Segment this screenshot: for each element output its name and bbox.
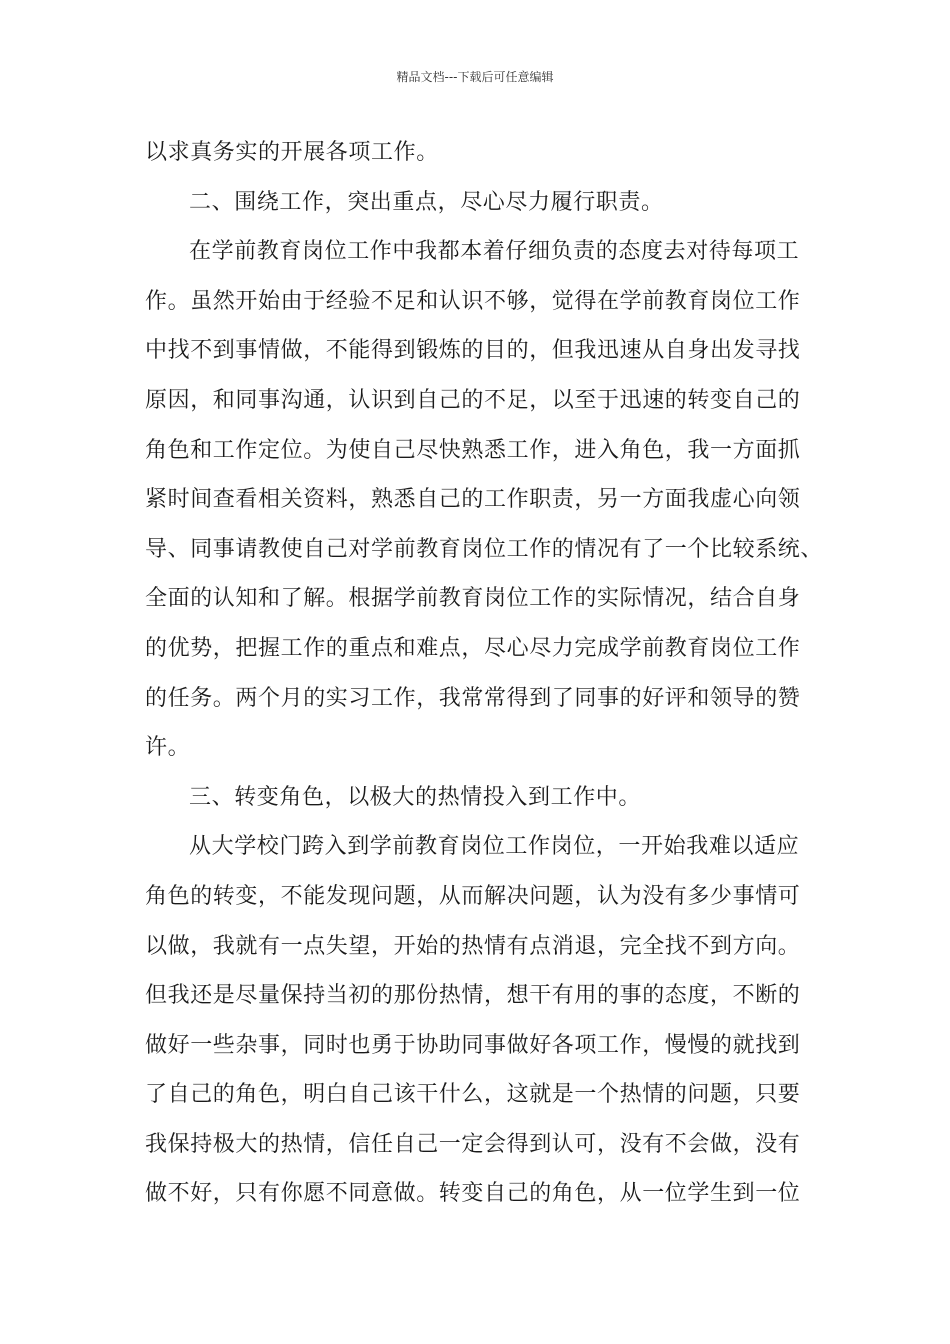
text-line: 中找不到事情做，不能得到锻炼的目的，但我迅速从自身出发寻找: [145, 338, 801, 364]
text-line: 以求真务实的开展各项工作。: [145, 140, 439, 165]
page-header: 精品文档---下载后可任意编辑: [396, 70, 554, 84]
text-line: 原因，和同事沟通，认识到自己的不足，以至于迅速的转变自己的: [145, 387, 801, 413]
text-line: 了自己的角色，明白自己该干什么，这就是一个热情的问题，只要: [145, 1082, 801, 1108]
text-line: 紧时间查看相关资料，熟悉自己的工作职责，另一方面我虚心向领: [145, 487, 801, 513]
text-line: 的任务。两个月的实习工作，我常常得到了同事的好评和领导的赞: [145, 685, 801, 711]
text-line: 以做，我就有一点失望，开始的热情有点消退，完全找不到方向。: [145, 933, 801, 959]
text-line: 但我还是尽量保持当初的那份热情，想干有用的事的态度，不断的: [145, 983, 801, 1009]
text-line: 角色和工作定位。为使自己尽快熟悉工作，进入角色，我一方面抓: [145, 437, 801, 463]
text-line: 许。: [145, 735, 191, 761]
text-line: 我保持极大的热情，信任自己一定会得到认可，没有不会做，没有: [145, 1131, 801, 1157]
section-heading: 三、转变角色，以极大的热情投入到工作中。: [189, 784, 642, 810]
text-line: 在学前教育岗位工作中我都本着仔细负责的态度去对待每项工: [189, 239, 800, 265]
text-line: 作。虽然开始由于经验不足和认识不够，觉得在学前教育岗位工作: [145, 288, 801, 314]
section-heading: 二、围绕工作，突出重点，尽心尽力履行职责。: [189, 189, 664, 215]
text-line: 角色的转变，不能发现问题，从而解决问题，认为没有多少事情可: [145, 883, 801, 909]
text-line: 全面的认知和了解。根据学前教育岗位工作的实际情况，结合自身: [145, 586, 801, 612]
text-line: 的优势，把握工作的重点和难点，尽心尽力完成学前教育岗位工作: [145, 635, 801, 661]
document-body: [145, 128, 825, 1219]
text-line: 做好一些杂事，同时也勇于协助同事做好各项工作，慢慢的就找到: [145, 1032, 801, 1058]
text-line: 导、同事请教使自己对学前教育岗位工作的情况有了一个比较系统、: [145, 536, 824, 562]
text-line: 从大学校门跨入到学前教育岗位工作岗位，一开始我难以适应: [189, 834, 800, 860]
text-line: 做不好，只有你愿不同意做。转变自己的角色，从一位学生到一位: [145, 1181, 801, 1207]
